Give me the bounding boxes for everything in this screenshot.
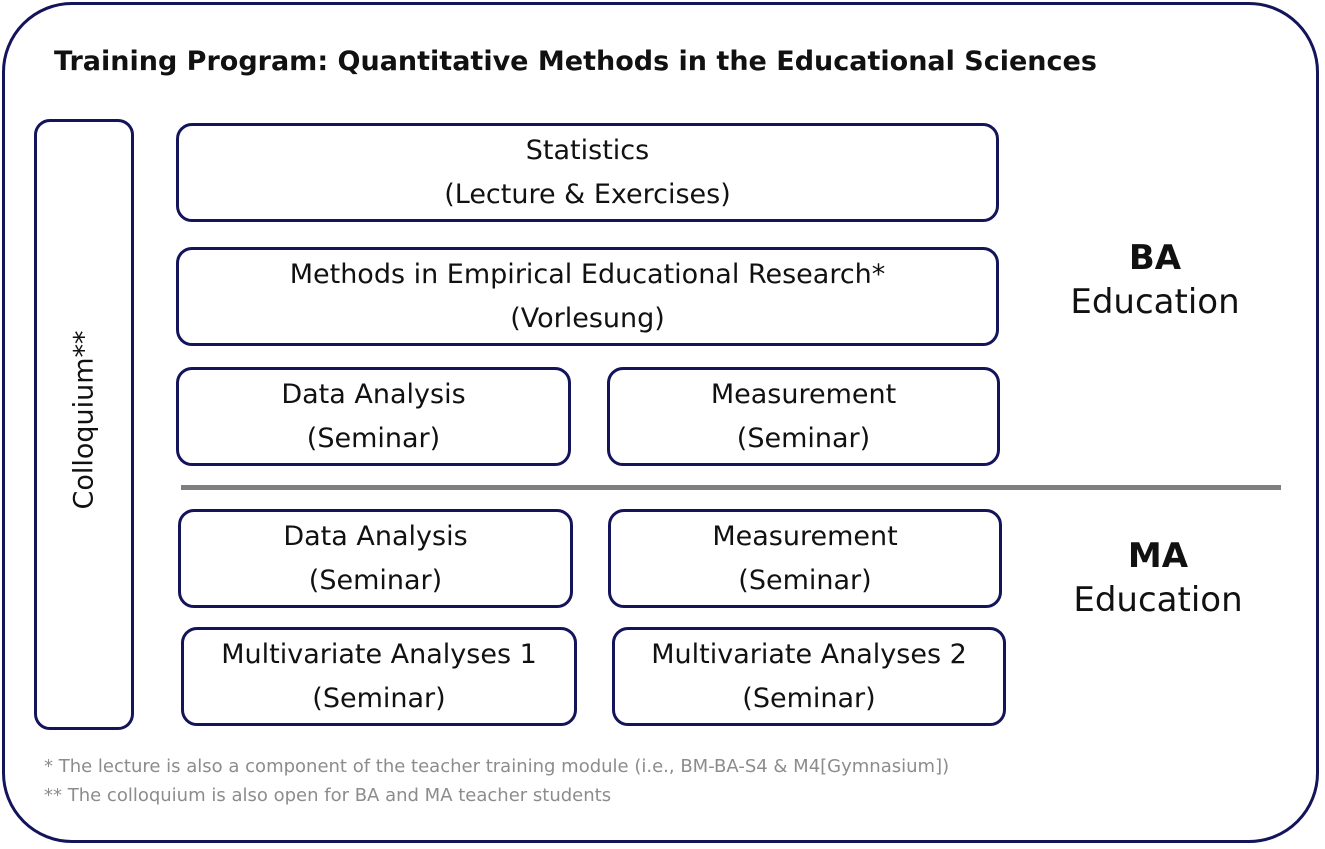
course-box-ma-multivariate-1 <box>181 627 577 726</box>
course-name: Data Analysis <box>283 520 468 552</box>
course-box-ma-measurement <box>608 509 1002 608</box>
course-type: (Lecture & Exercises) <box>444 178 731 210</box>
course-type: (Seminar) <box>312 682 446 714</box>
level-word: Education <box>1070 282 1240 322</box>
course-type: (Vorlesung) <box>510 302 665 334</box>
course-type: (Seminar) <box>306 422 441 454</box>
ba-ma-divider <box>181 485 1281 490</box>
course-name: Methods in Empirical Educational Research* <box>289 258 886 290</box>
course-name: Multivariate Analyses 2 <box>651 638 967 670</box>
colloquium-label: Colloquium** <box>68 330 100 510</box>
diagram-title: Training Program: Quantitative Methods in the Educational Sciences <box>54 46 1097 77</box>
level-abbr: MA <box>1127 536 1189 576</box>
course-name: Measurement <box>710 378 897 410</box>
course-type: (Seminar) <box>742 682 876 714</box>
footnote-colloquium: ** The colloquium is also open for BA and MA teacher students <box>44 785 612 806</box>
level-abbr: BA <box>1128 238 1182 278</box>
course-type: (Seminar) <box>738 564 872 596</box>
level-word: Education <box>1073 580 1243 620</box>
ma-level-label <box>1063 534 1253 622</box>
course-box-ba-measurement <box>607 367 1000 466</box>
ba-level-label <box>1060 236 1250 324</box>
course-name: Statistics <box>525 134 650 166</box>
course-name: Measurement <box>712 520 898 552</box>
course-name: Multivariate Analyses 1 <box>221 638 537 670</box>
course-box-ba-statistics <box>176 123 999 222</box>
course-box-ba-methods <box>176 247 999 346</box>
course-box-ba-data-analysis <box>176 367 571 466</box>
course-box-ma-multivariate-2 <box>612 627 1006 726</box>
course-type: (Seminar) <box>736 422 871 454</box>
course-name: Data Analysis <box>281 378 466 410</box>
course-type: (Seminar) <box>308 564 443 596</box>
course-box-ma-data-analysis <box>178 509 573 608</box>
footnote-lecture: * The lecture is also a component of the teacher training module (i.e., BM-BA-S4 & M4[Gymnasium]) <box>44 756 950 777</box>
